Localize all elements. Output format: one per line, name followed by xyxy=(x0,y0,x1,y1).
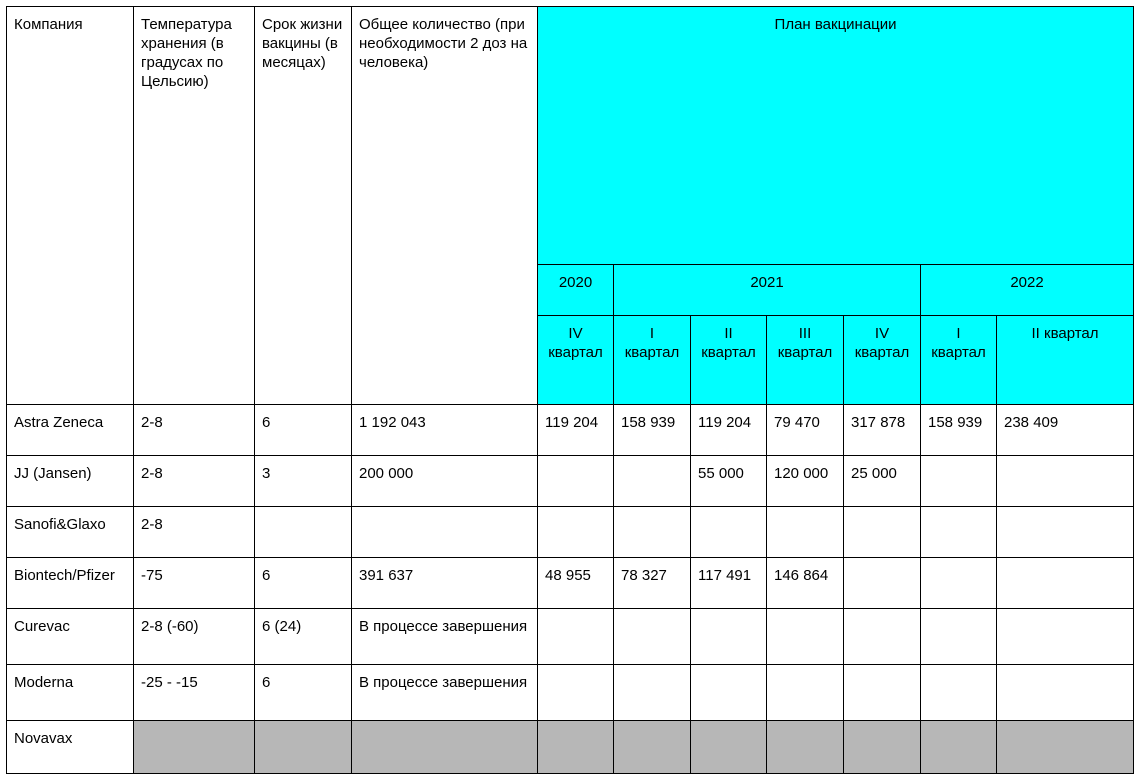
header-company: Компания xyxy=(7,7,134,405)
quarter-cell: 120 000 xyxy=(767,456,844,507)
quarter-cell: 55 000 xyxy=(691,456,767,507)
quarter-cell xyxy=(921,721,997,774)
header-row xyxy=(7,7,1134,265)
quarter-cell xyxy=(614,721,691,774)
company-cell: Novavax xyxy=(7,721,134,774)
table-row xyxy=(7,558,1134,609)
header-plan: План вакцинации xyxy=(538,7,1134,265)
quarter-cell xyxy=(921,665,997,721)
quarter-cell xyxy=(997,558,1134,609)
temperature-cell: 2-8 xyxy=(134,405,255,456)
quarter-cell xyxy=(538,456,614,507)
temperature-cell: -75 xyxy=(134,558,255,609)
quarter-cell xyxy=(538,721,614,774)
header-shelf-life: Срок жизни вакцины (в месяцах) xyxy=(255,7,352,405)
quarter-cell xyxy=(921,609,997,665)
quarter-header: IV квартал xyxy=(844,316,921,405)
header-total: Общее количество (при необходимости 2 доз на человека) xyxy=(352,7,538,405)
quarter-cell xyxy=(921,507,997,558)
table-row xyxy=(7,721,1134,774)
header-temperature: Температура хранения (в градусах по Цельсию) xyxy=(134,7,255,405)
temperature-cell: 2-8 xyxy=(134,507,255,558)
total-cell: 391 637 xyxy=(352,558,538,609)
quarter-cell xyxy=(614,609,691,665)
shelf-life-cell: 6 xyxy=(255,405,352,456)
total-cell: В процессе завершения xyxy=(352,609,538,665)
company-cell: JJ (Jansen) xyxy=(7,456,134,507)
company-cell: Sanofi&Glaxo xyxy=(7,507,134,558)
quarter-cell xyxy=(538,665,614,721)
table-row xyxy=(7,665,1134,721)
shelf-life-cell: 6 xyxy=(255,665,352,721)
company-cell: Moderna xyxy=(7,665,134,721)
quarter-cell xyxy=(614,665,691,721)
quarter-cell xyxy=(997,665,1134,721)
quarter-cell: 238 409 xyxy=(997,405,1134,456)
total-cell xyxy=(352,721,538,774)
temperature-cell xyxy=(134,721,255,774)
quarter-cell xyxy=(767,609,844,665)
temperature-cell: 2-8 (-60) xyxy=(134,609,255,665)
quarter-header: I квартал xyxy=(921,316,997,405)
shelf-life-cell: 6 (24) xyxy=(255,609,352,665)
quarter-cell xyxy=(844,665,921,721)
quarter-cell xyxy=(767,507,844,558)
quarter-cell: 25 000 xyxy=(844,456,921,507)
quarter-cell: 78 327 xyxy=(614,558,691,609)
quarter-cell xyxy=(997,507,1134,558)
quarter-header: II квартал xyxy=(997,316,1134,405)
quarter-header: I квартал xyxy=(614,316,691,405)
quarter-cell xyxy=(691,609,767,665)
quarter-header: III квартал xyxy=(767,316,844,405)
quarter-cell: 117 491 xyxy=(691,558,767,609)
total-cell xyxy=(352,507,538,558)
quarter-cell: 146 864 xyxy=(767,558,844,609)
temperature-cell: -25 - -15 xyxy=(134,665,255,721)
quarter-cell xyxy=(844,721,921,774)
table-row xyxy=(7,609,1134,665)
company-cell: Astra Zeneca xyxy=(7,405,134,456)
quarter-cell xyxy=(767,721,844,774)
temperature-cell: 2-8 xyxy=(134,456,255,507)
quarter-cell xyxy=(691,721,767,774)
year-2021: 2021 xyxy=(614,265,921,316)
quarter-cell xyxy=(997,721,1134,774)
company-cell: Biontech/Pfizer xyxy=(7,558,134,609)
quarter-cell: 48 955 xyxy=(538,558,614,609)
quarter-cell xyxy=(921,558,997,609)
total-cell: 1 192 043 xyxy=(352,405,538,456)
quarter-cell xyxy=(614,507,691,558)
quarter-cell: 119 204 xyxy=(538,405,614,456)
quarter-cell: 158 939 xyxy=(614,405,691,456)
quarter-cell xyxy=(538,609,614,665)
table-row xyxy=(7,507,1134,558)
shelf-life-cell: 3 xyxy=(255,456,352,507)
quarter-cell: 158 939 xyxy=(921,405,997,456)
quarter-cell xyxy=(844,609,921,665)
total-cell: 200 000 xyxy=(352,456,538,507)
quarter-header: IV квартал xyxy=(538,316,614,405)
quarter-cell xyxy=(767,665,844,721)
vaccination-plan-table xyxy=(6,6,1134,774)
quarter-header: II квартал xyxy=(691,316,767,405)
quarter-cell: 317 878 xyxy=(844,405,921,456)
quarter-cell xyxy=(921,456,997,507)
quarter-cell xyxy=(691,507,767,558)
year-2022: 2022 xyxy=(921,265,1134,316)
quarter-cell xyxy=(997,609,1134,665)
quarter-cell: 119 204 xyxy=(691,405,767,456)
year-2020: 2020 xyxy=(538,265,614,316)
quarter-cell xyxy=(844,507,921,558)
quarter-cell xyxy=(614,456,691,507)
quarter-cell xyxy=(691,665,767,721)
table-row xyxy=(7,456,1134,507)
quarter-cell xyxy=(538,507,614,558)
shelf-life-cell xyxy=(255,507,352,558)
company-cell: Curevac xyxy=(7,609,134,665)
shelf-life-cell xyxy=(255,721,352,774)
shelf-life-cell: 6 xyxy=(255,558,352,609)
quarter-cell xyxy=(844,558,921,609)
table-row xyxy=(7,405,1134,456)
quarter-cell xyxy=(997,456,1134,507)
total-cell: В процессе завершения xyxy=(352,665,538,721)
quarter-cell: 79 470 xyxy=(767,405,844,456)
